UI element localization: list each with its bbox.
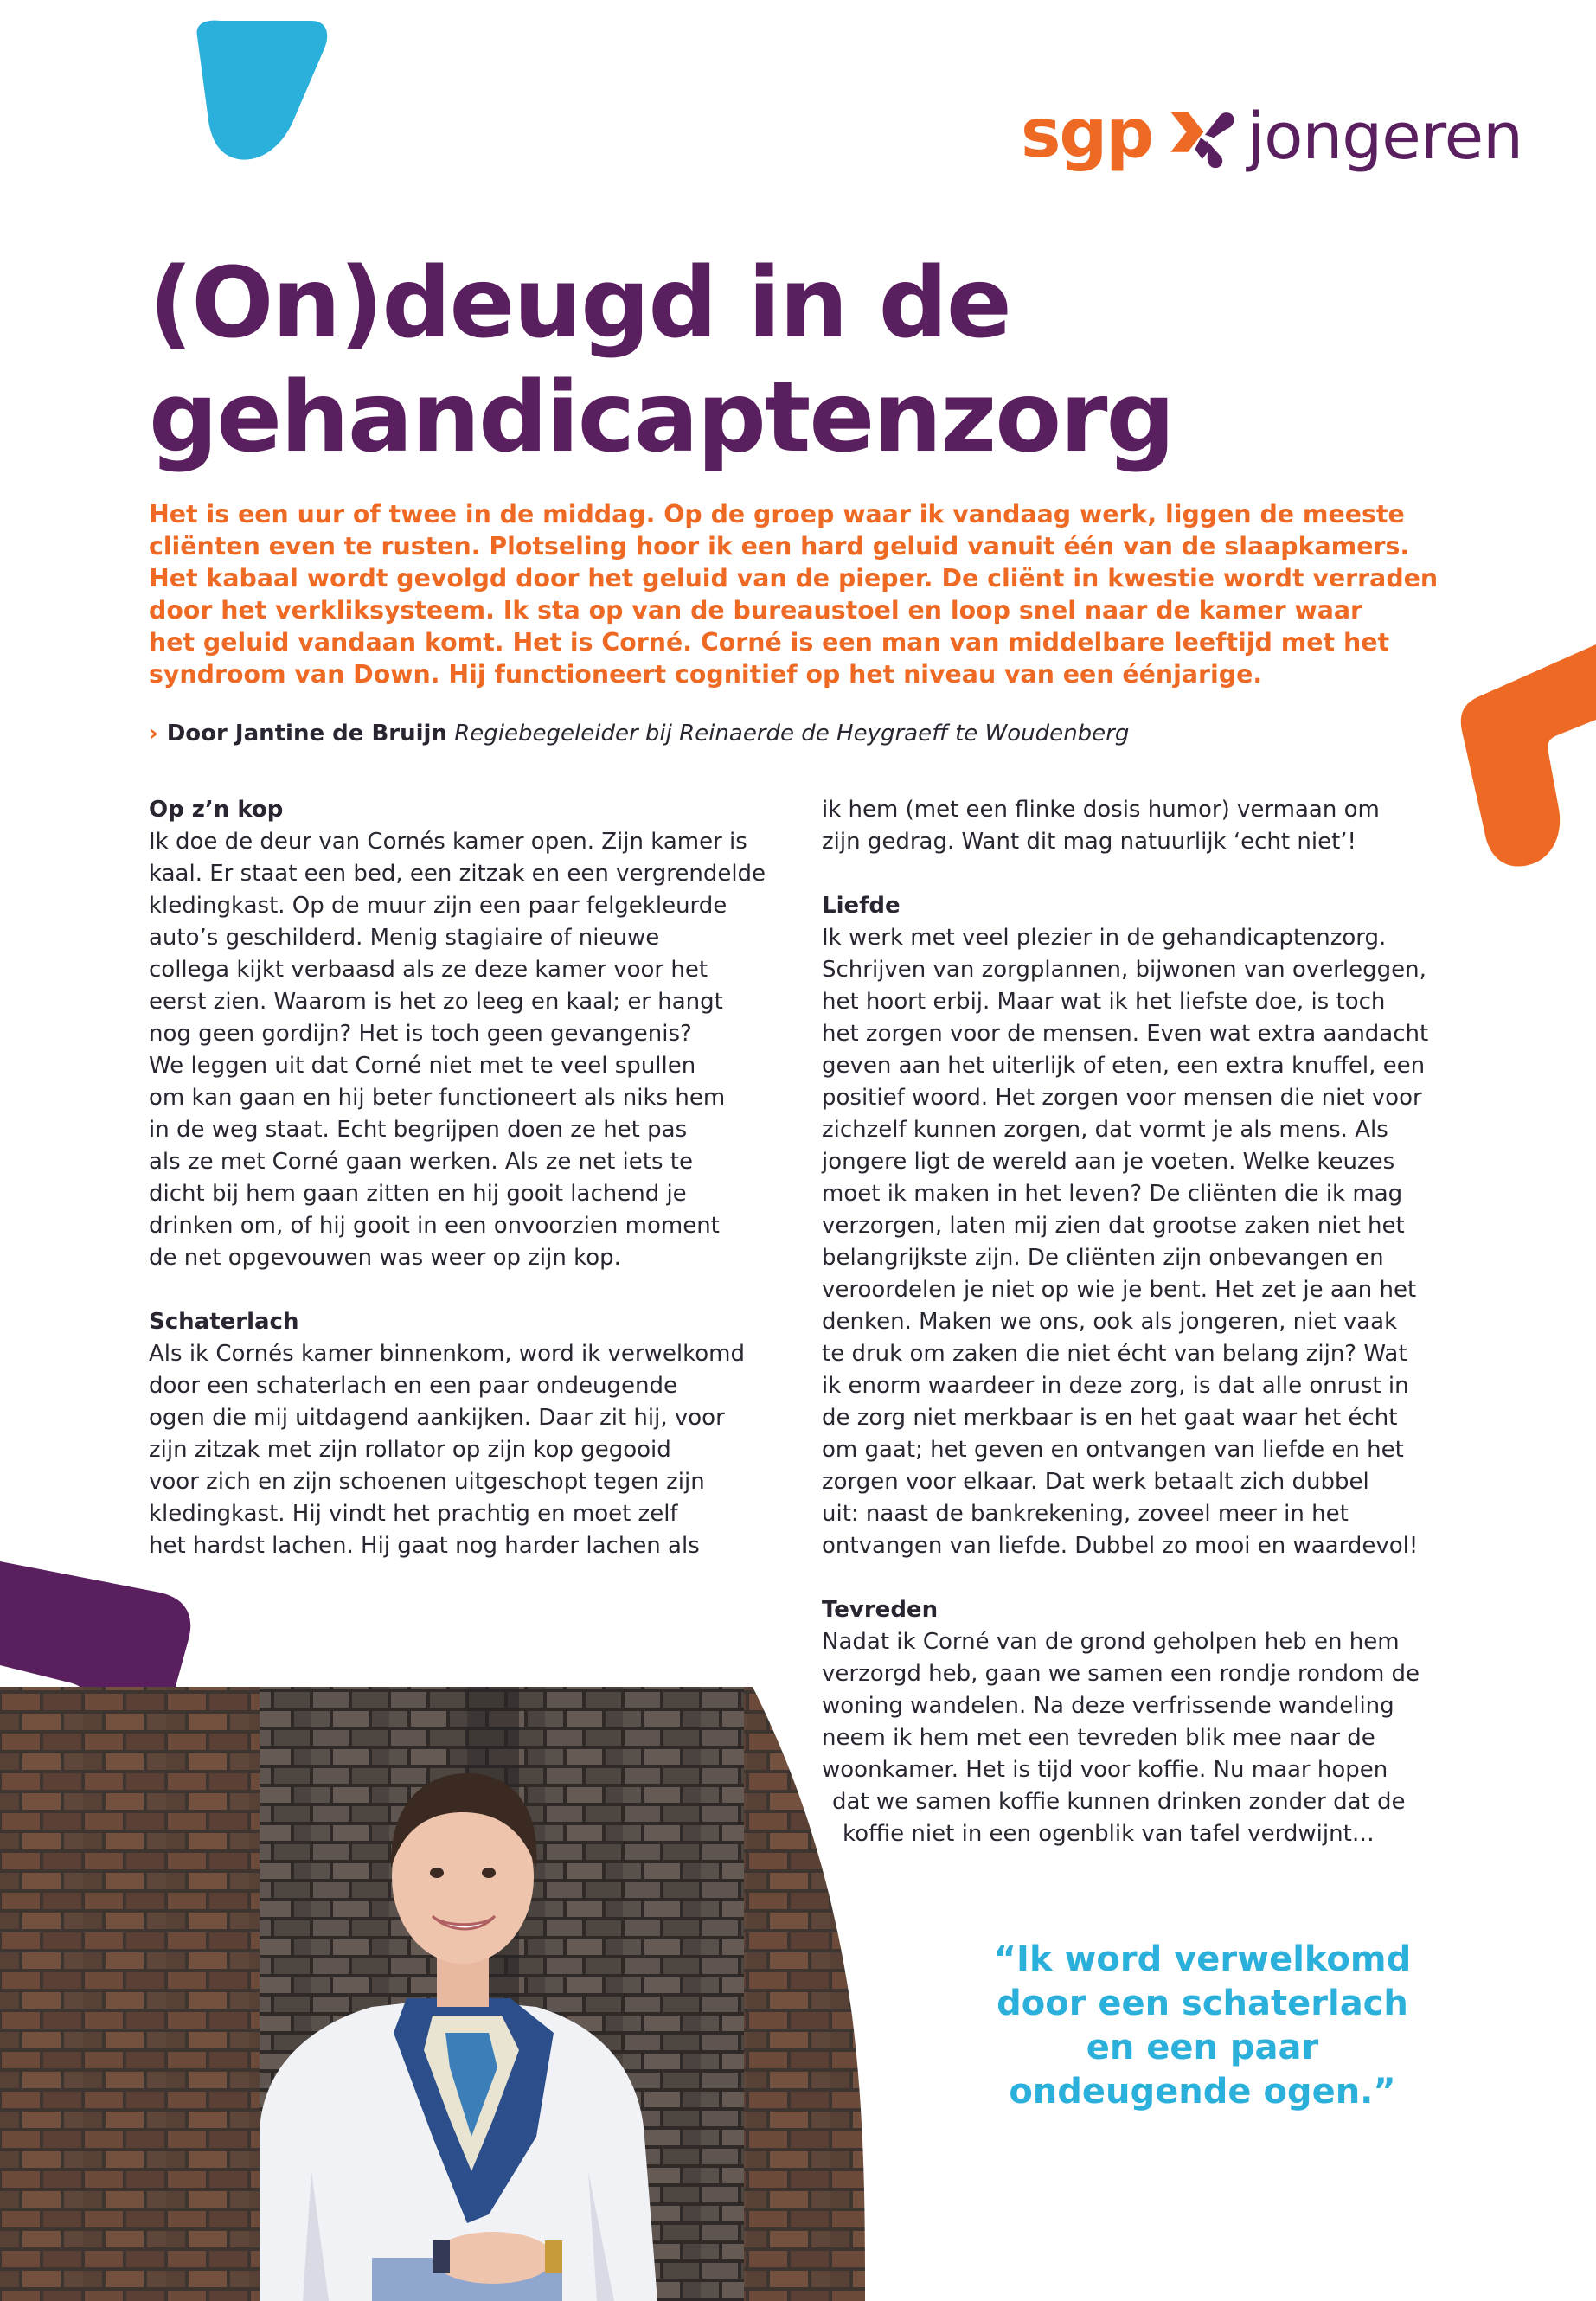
text-line: eerst zien. Waarom is het zo leeg en kaal; er hangt: [149, 989, 723, 1015]
section-heading: Liefde: [822, 893, 901, 919]
text-line: Ik doe de deur van Cornés kamer open. Zijn kamer is: [149, 829, 747, 855]
text-line: zorgen voor elkaar. Dat werk betaalt zich dubbel: [822, 1469, 1369, 1495]
section-paragraph: [149, 1338, 772, 1562]
intro-line: door het verkliksysteem. Ik sta op van de bureaustoel en loop snel naar de kamer waar: [149, 596, 1363, 625]
text-line: belangrijkste zijn. De cliënten zijn onbevangen en: [822, 1245, 1384, 1271]
text-line: het hoort erbij. Maar wat ik het liefste doe, is toch: [822, 989, 1386, 1015]
section-heading: Tevreden: [822, 1597, 939, 1623]
text-line: ik hem (met een flinke dosis humor) vermaan om: [822, 797, 1380, 823]
right-column: [822, 794, 1445, 1850]
text-line: moet ik maken in het leven? De cliënten die ik mag: [822, 1181, 1403, 1207]
left-column: [149, 794, 772, 1562]
byline-author: Door Jantine de Bruijn: [166, 721, 447, 747]
text-line: dat we samen koffie kunnen drinken zonder dat de: [832, 1789, 1406, 1815]
text-line: neem ik hem met een tevreden blik mee naar de: [822, 1725, 1375, 1751]
text-line: het zorgen voor de mensen. Even wat extra aandacht: [822, 1021, 1429, 1047]
text-line: het hardst lachen. Hij gaat nog harder lachen als: [149, 1533, 700, 1559]
byline-role: Regiebegeleider bij Reinaerde de Heygraeff te Woudenberg: [454, 721, 1130, 747]
text-line: de net opgevouwen was weer op zijn kop.: [149, 1245, 621, 1271]
text-line: ontvangen van liefde. Dubbel zo mooi en waardevol!: [822, 1533, 1419, 1559]
text-line: auto’s geschilderd. Menig stagiaire of nieuwe: [149, 925, 660, 951]
section-paragraph: [822, 794, 1445, 858]
title-line: gehandicaptenzorg: [149, 362, 1174, 474]
text-line: dicht bij hem gaan zitten en hij gooit lachend je: [149, 1181, 687, 1207]
logo-sgp-text: sgp: [1021, 95, 1153, 173]
text-line: ik enorm waardeer in deze zorg, is dat alle onrust in: [822, 1373, 1409, 1399]
text-line: geven aan het uiterlijk of eten, een extra knuffel, een: [822, 1053, 1426, 1079]
text-line: nog geen gordijn? Het is toch geen gevangenis?: [149, 1021, 692, 1047]
logo-jongeren-text: jongeren: [1247, 99, 1522, 174]
intro-line: Het is een uur of twee in de middag. Op de groep waar ik vandaag werk, liggen de meeste: [149, 500, 1405, 529]
text-line: kaal. Er staat een bed, een zitzak en een vergrendelde: [149, 861, 766, 887]
quote-line: en een paar: [1086, 2028, 1319, 2067]
intro-line: cliënten even te rusten. Plotseling hoor ik een hard geluid vanuit één van de slaapkamers.: [149, 532, 1410, 561]
text-line: door een schaterlach en een paar ondeugende: [149, 1373, 677, 1399]
intro-line: het geluid vandaan komt. Het is Corné. Corné is een man van middelbare leeftijd met het: [149, 628, 1390, 657]
text-line: zijn zitzak met zijn rollator op zijn kop gegooid: [149, 1437, 671, 1463]
article-title: [149, 247, 1360, 475]
section-heading: Schaterlach: [149, 1309, 299, 1335]
text-line: voor zich en zijn schoenen uitgeschopt tegen zijn: [149, 1469, 705, 1495]
quote-line: “Ik word verwelkomd: [993, 1939, 1412, 1979]
text-line: uit: naast de bankrekening, zoveel meer in het: [822, 1501, 1349, 1527]
text-line: koffie niet in een ogenblik van tafel verdwijnt…: [843, 1821, 1375, 1847]
section-paragraph: [822, 922, 1445, 1562]
text-line: kledingkast. Hij vindt het prachtig en moet zelf: [149, 1501, 678, 1527]
text-line: denken. Maken we ons, ook als jongeren, niet vaak: [822, 1309, 1398, 1335]
section-paragraph: [822, 1626, 1445, 1850]
text-line: te druk om zaken die niet écht van belang zijn? Wat: [822, 1341, 1407, 1367]
chevron-right-icon: ›: [149, 721, 158, 747]
title-line: (On)deugd in de: [149, 247, 1010, 360]
text-line: om kan gaan en hij beter functioneert als niks hem: [149, 1085, 726, 1111]
text-line: Schrijven van zorgplannen, bijwonen van overleggen,: [822, 957, 1426, 983]
quote-line: door een schaterlach: [997, 1984, 1408, 2023]
text-line: collega kijkt verbaasd als ze deze kamer voor het: [149, 957, 708, 983]
intro-line: syndroom van Down. Hij functioneert cognitief op het niveau van een éénjarige.: [149, 660, 1263, 689]
text-line: jongere ligt de wereld aan je voeten. Welke keuzes: [822, 1149, 1395, 1175]
sgp-jongeren-logo: [1021, 95, 1522, 182]
section-heading: Op z’n kop: [149, 797, 284, 823]
text-line: drinken om, of hij gooit in een onvoorzien moment: [149, 1213, 720, 1239]
text-line: veroordelen je niet op wie je bent. Het zet je aan het: [822, 1277, 1417, 1303]
text-line: woning wandelen. Na deze verfrissende wandeling: [822, 1693, 1394, 1719]
text-line: de zorg niet merkbaar is en het gaat waar het écht: [822, 1405, 1398, 1431]
pull-quote: [952, 1938, 1453, 2114]
text-line: positief woord. Het zorgen voor mensen die niet voor: [822, 1085, 1422, 1111]
text-line: als ze met Corné gaan werken. Als ze net iets te: [149, 1149, 693, 1175]
quote-line: ondeugende ogen.”: [1009, 2072, 1396, 2112]
text-line: verzorgd heb, gaan we samen een rondje rondom de: [822, 1661, 1420, 1687]
text-line: Als ik Cornés kamer binnenkom, word ik verwelkomd: [149, 1341, 745, 1367]
text-line: We leggen uit dat Corné niet met te veel spullen: [149, 1053, 696, 1079]
text-line: ogen die mij uitdagend aankijken. Daar zit hij, voor: [149, 1405, 725, 1431]
byline: [149, 718, 1394, 749]
blue-corner-shape: [190, 19, 329, 162]
article-intro: [149, 498, 1439, 690]
text-line: zijn gedrag. Want dit mag natuurlijk ‘echt niet’!: [822, 829, 1356, 855]
portrait-photo: [0, 1652, 865, 2301]
text-line: zichzelf kunnen zorgen, dat vormt je als mens. Als: [822, 1117, 1388, 1143]
text-line: kledingkast. Op de muur zijn een paar felgekleurde: [149, 893, 727, 919]
text-line: woonkamer. Het is tijd voor koffie. Nu maar hopen: [822, 1757, 1388, 1783]
section-paragraph: [149, 826, 772, 1274]
text-line: Nadat ik Corné van de grond geholpen heb en hem: [822, 1629, 1400, 1655]
logo-cross-icon: [1168, 99, 1236, 177]
text-line: in de weg staat. Echt begrijpen doen ze het pas: [149, 1117, 688, 1143]
orange-corner-shape: [1453, 636, 1596, 869]
text-line: verzorgen, laten mij zien dat grootse zaken niet het: [822, 1213, 1405, 1239]
intro-line: Het kabaal wordt gevolgd door het geluid van de pieper. De cliënt in kwestie wordt verraden: [149, 564, 1439, 593]
text-line: om gaat; het geven en ontvangen van liefde en het: [822, 1437, 1404, 1463]
text-line: Ik werk met veel plezier in de gehandicaptenzorg.: [822, 925, 1387, 951]
